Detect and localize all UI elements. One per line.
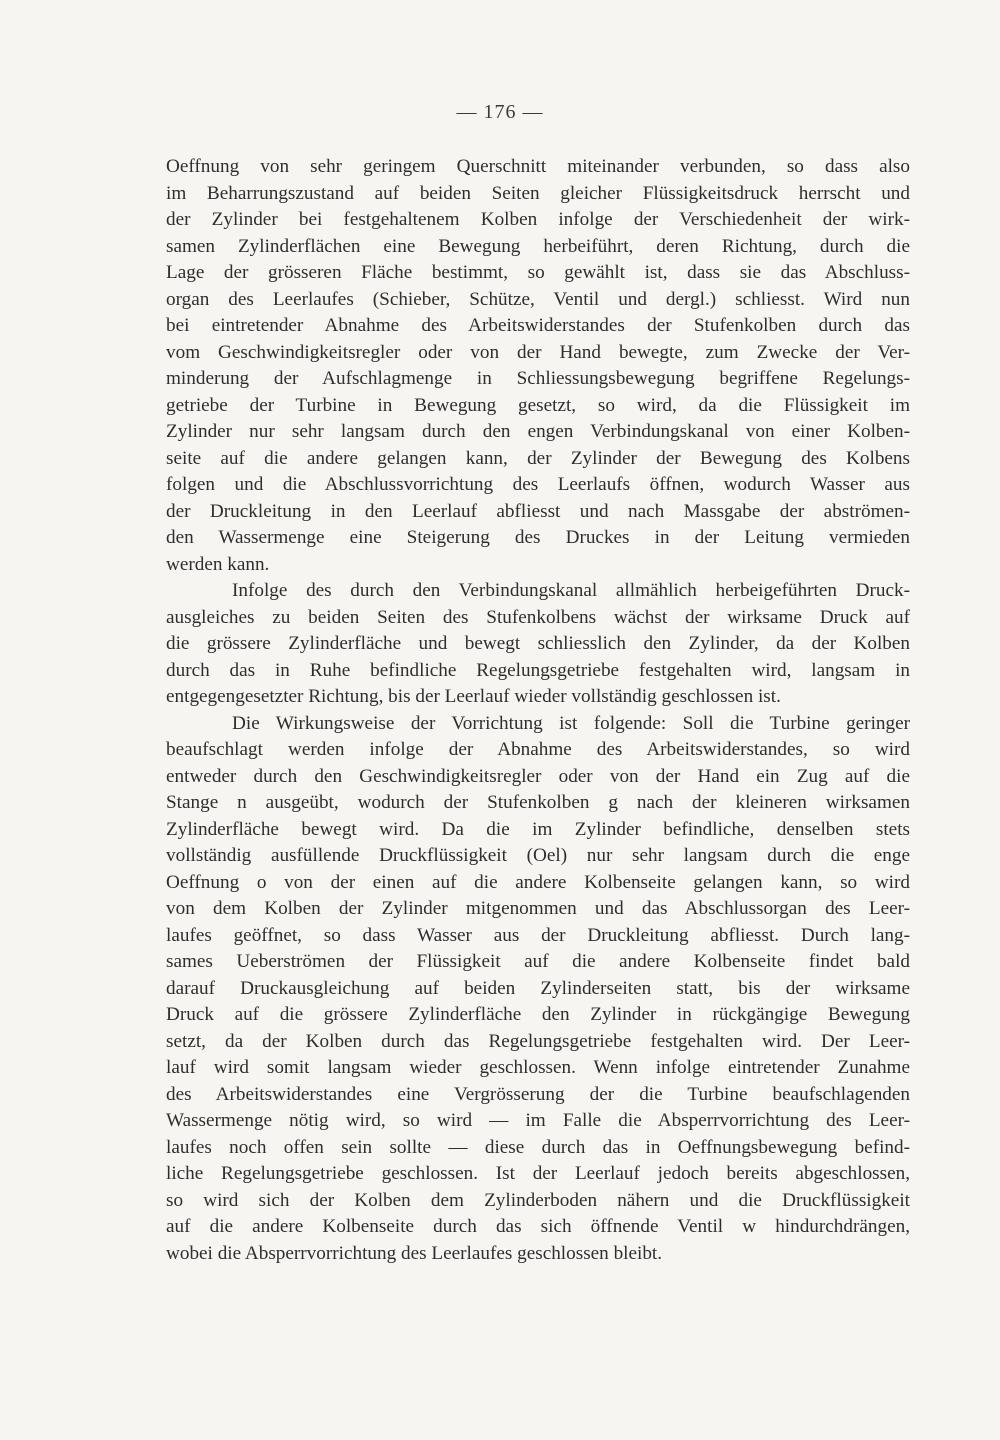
text-line: samen Zylinderflächen eine Bewegung herbeiführt, deren Richtung, durch die (166, 235, 910, 257)
paragraph-start-line: Infolge des durch den Verbindungskanal allmählich herbeigeführten Druck- (232, 580, 910, 601)
text-line: vollständig ausfüllende Druckflüssigkeit (Oel) nur sehr langsam durch die enge (166, 845, 910, 866)
text-line: lauf wird somit langsam wieder geschlossen. Wenn infolge eintretender Zunahme (166, 1057, 910, 1078)
text-line: Oeffnung von sehr geringem Querschnitt miteinander verbunden, so dass also (166, 156, 910, 177)
text-line: werden kann. (166, 553, 270, 575)
text-line: organ des Leerlaufes (Schieber, Schütze, Ventil und dergl.) schliesst. Wird nun (166, 288, 910, 310)
paragraph-start-line: Die Wirkungsweise der Vorrichtung ist folgende: Soll die Turbine geringer (232, 712, 910, 734)
text-line: laufes geöffnet, so dass Wasser aus der Druckleitung abfliesst. Durch lang- (166, 924, 910, 946)
text-line: vom Geschwindigkeitsregler oder von der Hand bewegte, zum Zwecke der Ver- (166, 341, 910, 363)
text-line: die grössere Zylinderfläche und bewegt schliesslich den Zylinder, da der Kolben (166, 633, 910, 654)
text-line: ausgleiches zu beiden Seiten des Stufenkolbens wächst der wirksame Druck auf (166, 606, 910, 628)
text-line: getriebe der Turbine in Bewegung gesetzt, so wird, da die Flüssigkeit im (166, 394, 910, 416)
text-line: Lage der grösseren Fläche bestimmt, so gewählt ist, dass sie das Abschluss- (166, 262, 910, 283)
page-number: — 176 — (456, 101, 544, 123)
text-line: bei eintretender Abnahme des Arbeitswiderstandes der Stufenkolben durch das (166, 315, 910, 336)
text-line: des Arbeitswiderstandes eine Vergrösserung der die Turbine beaufschlagenden (166, 1083, 910, 1105)
text-line: Stange n ausgeübt, wodurch der Stufenkolben g nach der kleineren wirksamen (166, 792, 910, 813)
body-text (166, 154, 910, 1267)
text-line: folgen und die Abschlussvorrichtung des Leerlaufs öffnen, wodurch Wasser aus (166, 474, 910, 495)
text-line: Druck auf die grössere Zylinderfläche den Zylinder in rückgängige Bewegung (166, 1004, 910, 1025)
text-line: der Zylinder bei festgehaltenem Kolben infolge der Verschiedenheit der wirk- (166, 209, 910, 230)
text-line: laufes noch offen sein sollte — diese durch das in Oeffnungsbewegung befind- (166, 1136, 910, 1158)
text-line: entweder durch den Geschwindigkeitsregler oder von der Hand ein Zug auf die (166, 765, 910, 787)
text-line: im Beharrungszustand auf beiden Seiten gleicher Flüssigkeitsdruck herrscht und (166, 182, 910, 204)
text-line: wobei die Absperrvorrichtung des Leerlaufes geschlossen bleibt. (166, 1242, 663, 1264)
text-line: so wird sich der Kolben dem Zylinderboden nähern und die Druckflüssigkeit (166, 1189, 910, 1211)
text-line: Oeffnung o von der einen auf die andere Kolbenseite gelangen kann, so wird (166, 871, 910, 893)
text-line: beaufschlagt werden infolge der Abnahme des Arbeitswiderstandes, so wird (166, 739, 910, 760)
text-line: von dem Kolben der Zylinder mitgenommen und das Abschlussorgan des Leer- (166, 898, 910, 919)
text-line: der Druckleitung in den Leerlauf abfliesst und nach Massgabe der abströmen- (166, 500, 910, 522)
text-line: den Wassermenge eine Steigerung des Druckes in der Leitung vermieden (166, 527, 910, 548)
text-line: entgegengesetzter Richtung, bis der Leerlauf wieder vollständig geschlossen ist. (166, 686, 781, 707)
text-line: Zylinderfläche bewegt wird. Da die im Zylinder befindliche, denselben stets (166, 818, 910, 840)
text-line: auf die andere Kolbenseite durch das sich öffnende Ventil w hindurchdrängen, (166, 1216, 910, 1237)
text-line: setzt, da der Kolben durch das Regelungsgetriebe festgehalten wird. Der Leer- (166, 1030, 910, 1052)
text-line: Zylinder nur sehr langsam durch den engen Verbindungskanal von einer Kolben- (166, 421, 910, 442)
text-line: Wassermenge nötig wird, so wird — im Falle die Absperrvorrichtung des Leer- (166, 1110, 910, 1131)
text-line: durch das in Ruhe befindliche Regelungsgetriebe festgehalten wird, langsam in (166, 659, 910, 681)
text-line: liche Regelungsgetriebe geschlossen. Ist der Leerlauf jedoch bereits abgeschlossen, (166, 1163, 910, 1184)
text-line: minderung der Aufschlagmenge in Schliessungsbewegung begriffene Regelungs- (166, 368, 910, 389)
text-line: sames Ueberströmen der Flüssigkeit auf die andere Kolbenseite findet bald (166, 951, 910, 972)
text-line: seite auf die andere gelangen kann, der Zylinder der Bewegung des Kolbens (166, 447, 910, 469)
text-line: darauf Druckausgleichung auf beiden Zylinderseiten statt, bis der wirksame (166, 977, 910, 999)
